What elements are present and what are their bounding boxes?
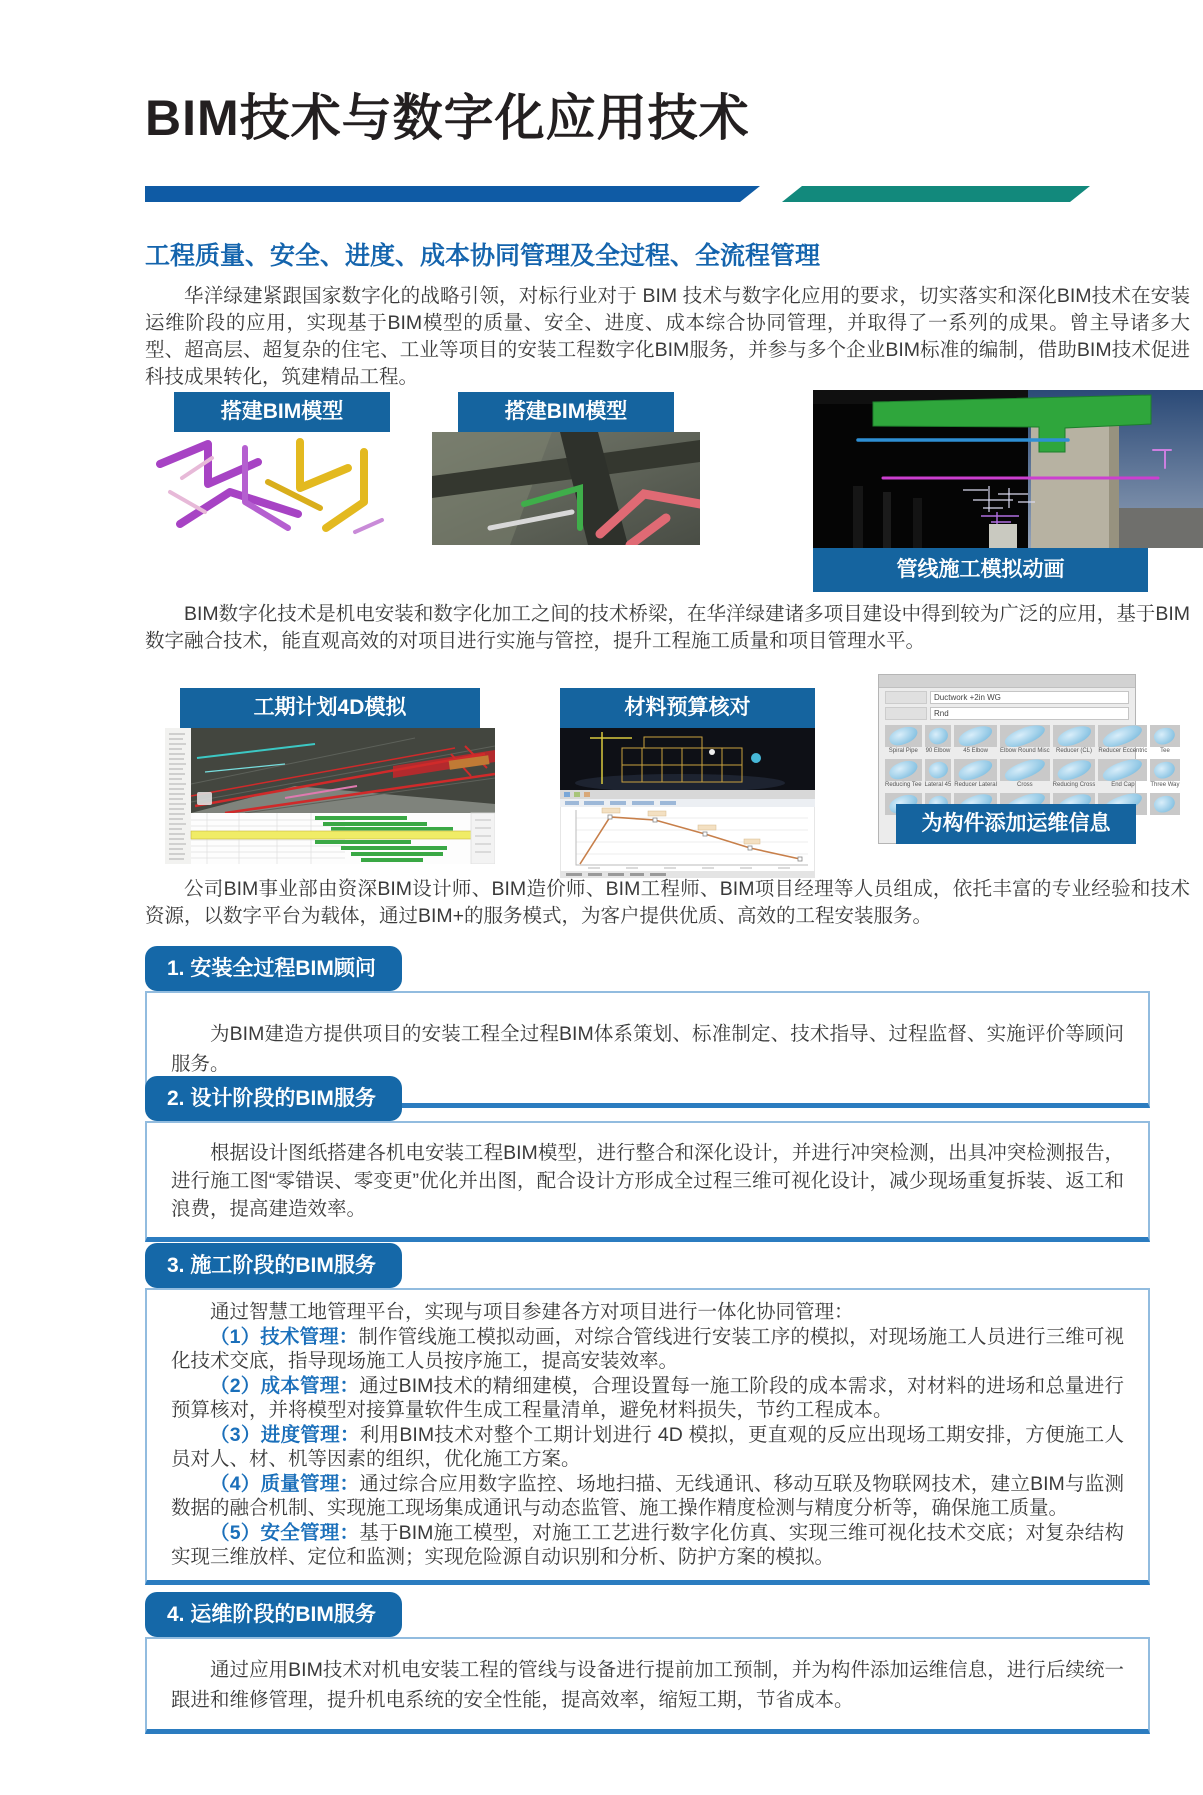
intro-paragraph-1: 华洋绿建紧跟国家数字化的战略引领，对标行业对于 BIM 技术与数字化应用的要求，切实落实和深化BIM技术在安装运维阶段的应用，实现基于BIM模型的质量、安全、进度、成本综合协同管理，并取得了一系列的成果。曾主导诸多大型、超高层、超复杂的住宅、工业等项目的安装工程数字化BIM服务，并参与多个企业BIM标准的编制，借助BIM技术促进科技成果转化，筑建精品工程。	[145, 285, 1190, 388]
section-heading-tab: 4. 运维阶段的BIM服务	[145, 1592, 402, 1637]
section-intro-text: 通过智慧工地管理平台，实现与项目参建各方对项目进行一体化协同管理：	[210, 1301, 854, 1323]
figure-material-budget	[560, 688, 815, 878]
page-subtitle: 工程质量、安全、进度、成本协同管理及全过程、全流程管理	[145, 242, 821, 270]
figure-4d-simulation	[165, 688, 495, 864]
section-content-box	[145, 1637, 1150, 1734]
item-label: （1）技术管理：	[210, 1325, 359, 1348]
item-text: 通过BIM技术的精细建模，合理设置每一施工阶段的成本需求，对材料的进场和总量进行预算核对，并将模型对接算量软件生成工程量清单，避免材料损失，节约工程成本。	[171, 1374, 1124, 1421]
fitting-tile	[1150, 793, 1179, 824]
figure-pipeline-animation	[813, 390, 1203, 592]
fitting-tile: End Cap	[1098, 759, 1147, 790]
item-label: （4）质量管理：	[210, 1472, 360, 1495]
4d-schedule-screenshot-image	[165, 728, 495, 864]
figure-caption-banner: 材料预算核对	[560, 688, 815, 728]
title-underline-teal-bar	[782, 186, 1090, 202]
dialog-field-row	[885, 691, 1129, 704]
section-heading-tab: 3. 施工阶段的BIM服务	[145, 1243, 402, 1288]
dialog-field-label	[885, 691, 927, 704]
intro-paragraph-2: BIM数字化技术是机电安装和数字化加工之间的技术桥梁，在华洋绿建诸多项目建设中得到较为广泛的应用，基于BIM数字融合技术，能直观高效的对项目进行实施与管控，提升工程施工质量和项目管理水平。	[145, 603, 1190, 652]
section-body-text: 根据设计图纸搭建各机电安装工程BIM模型，进行整合和深化设计，并进行冲突检测，出具冲突检测报告，进行施工图“零错误、零变更”优化并出图，配合设计方形成全过程三维可视化设计，减少现场重复拆装、返工和浪费，提高建造效率。	[171, 1142, 1124, 1220]
section-operation-phase	[145, 1592, 1150, 1734]
figure-bim-model-1	[150, 392, 390, 545]
dialog-field-value: Ductwork +2in WG	[930, 691, 1129, 704]
figure-caption-banner: 搭建BIM模型	[174, 392, 390, 432]
figure-caption-banner: 工期计划4D模拟	[180, 688, 480, 728]
fitting-tile: 45 Elbow	[954, 725, 997, 756]
section-construction-phase	[145, 1243, 1150, 1585]
fitting-tile: Three Way	[1150, 759, 1179, 790]
bim-structure-render-image	[432, 432, 700, 545]
dialog-field-row	[885, 707, 1129, 720]
fitting-tile: Reducing Cross	[1053, 759, 1096, 790]
dialog-field-label	[885, 707, 927, 720]
section-list-item	[171, 1325, 1124, 1374]
item-label: （2）成本管理：	[210, 1374, 360, 1397]
fitting-tile: Reducer Eccentric	[1098, 725, 1147, 756]
fitting-tile: Tee	[1150, 725, 1179, 756]
budget-check-screenshot-image	[560, 728, 815, 878]
title-underline-blue-bar	[145, 186, 760, 202]
figure-caption-banner: 搭建BIM模型	[458, 392, 674, 432]
fitting-tile: 90 Elbow	[925, 725, 952, 756]
fitting-tile: Elbow Round Misc	[1000, 725, 1050, 756]
bim-pipes-model-image	[150, 432, 390, 545]
item-text: 制作管线施工模拟动画，对综合管线进行安装工序的模拟，对现场施工人员进行三维可视化技术交底，指导现场施工人员按序施工，提高安装效率。	[171, 1325, 1124, 1372]
fitting-tile: Lateral 45	[925, 759, 952, 790]
fitting-tile: Cross	[1000, 759, 1050, 790]
section-list-item	[171, 1423, 1124, 1472]
fitting-tile: Reducer Lateral	[954, 759, 997, 790]
fitting-tile: Spiral Pipe	[885, 725, 922, 756]
section-heading-tab: 2. 设计阶段的BIM服务	[145, 1076, 402, 1121]
item-label: （5）安全管理：	[210, 1521, 360, 1544]
item-label: （3）进度管理：	[210, 1423, 360, 1446]
section-body-text: 为BIM建造方提供项目的安装工程全过程BIM体系策划、标准制定、技术指导、过程监督、实施评价等顾问服务。	[171, 1023, 1124, 1075]
figure-caption-banner: 为构件添加运维信息	[896, 804, 1136, 844]
section-body-text: 通过应用BIM技术对机电安装工程的管线与设备进行提前加工预制，并为构件添加运维信息，进行后续统一跟进和维修管理，提升机电系统的安全性能，提高效率，缩短工期，节省成本。	[171, 1659, 1124, 1711]
figure-fittings-library	[878, 674, 1180, 844]
section-content-box	[145, 1121, 1150, 1242]
fitting-tile: Reducer (CL)	[1053, 725, 1096, 756]
intro-paragraph-3: 公司BIM事业部由资深BIM设计师、BIM造价师、BIM工程师、BIM项目经理等人员组成，依托丰富的专业经验和技术资源，以数字平台为载体，通过BIM+的服务模式，为客户提供优质、高效的工程安装服务。	[145, 878, 1190, 927]
figure-bim-model-2	[432, 392, 700, 545]
section-content-box	[145, 1288, 1150, 1585]
item-text: 基于BIM施工模型，对施工工艺进行数字化仿真、实现三维可视化技术交底；对复杂结构实现三维放样、定位和监测；实现危险源自动识别和分析、防护方案的模拟。	[171, 1521, 1124, 1568]
figure-caption-banner: 管线施工模拟动画	[813, 548, 1148, 592]
pipeline-simulation-image	[813, 390, 1203, 548]
item-text: 利用BIM技术对整个工期计划进行 4D 模拟，更直观的反应出现场工期安排，方便施工人员对人、材、机等因素的组织，优化施工方案。	[171, 1423, 1124, 1470]
item-text: 通过综合应用数字监控、场地扫描、无线通讯、移动互联及物联网技术，建立BIM与监测数据的融合机制、实现施工现场集成通讯与动态监管、施工操作精度检测与精度分析等，确保施工质量。	[171, 1472, 1124, 1519]
section-list-item	[171, 1521, 1124, 1570]
dialog-field-value: Rnd	[930, 707, 1129, 720]
section-heading-tab: 1. 安装全过程BIM顾问	[145, 946, 402, 991]
section-list-item	[171, 1472, 1124, 1521]
dialog-title-bar	[879, 675, 1135, 688]
section-list-item	[171, 1374, 1124, 1423]
fitting-tile: Reducing Tee	[885, 759, 922, 790]
page-title: BIM技术与数字化应用技术	[145, 90, 750, 146]
